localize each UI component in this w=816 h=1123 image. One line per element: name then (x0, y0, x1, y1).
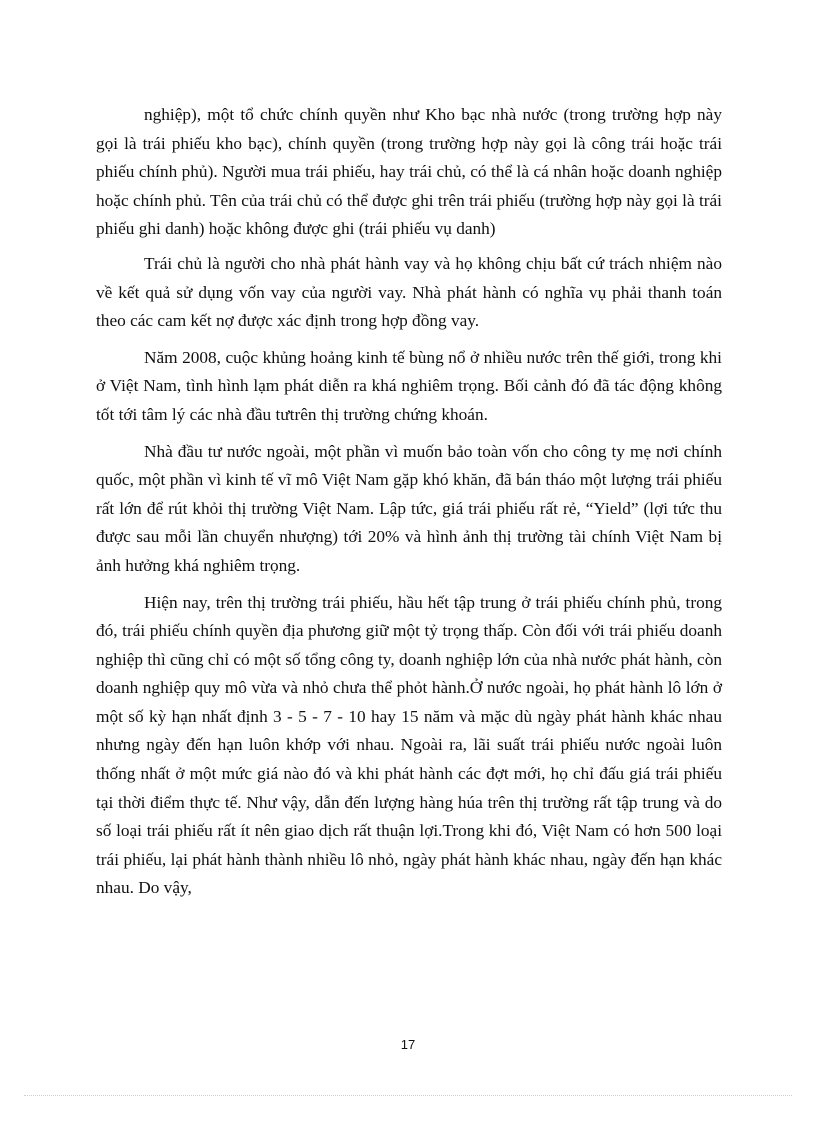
paragraph-foreign-investors: Nhà đầu tư nước ngoài, một phần vì muốn bảo toàn vốn cho công ty mẹ nơi chính quốc, một phần vì kinh tế vĩ mô Việt Nam gặp khó khăn, đã bán tháo một lượng trái phiếu rất lớn để rút khỏi thị trường Việt Nam. Lập tức, giá trái phiếu rất rẻ, “Yield” (lợi tức thu được sau mỗi lần chuyển nhượng) tới 20% và hình ảnh thị trường tài chính Việt Nam bị ảnh hưởng khá nghiêm trọng. (96, 441, 722, 575)
paragraph-bondholder-role: Trái chủ là người cho nhà phát hành vay và họ không chịu bất cứ trách nhiệm nào về kết quả sử dụng vốn vay của người vay. Nhà phát hành có nghĩa vụ phải thanh toán theo các cam kết nợ được xác định trong hợp đồng vay. (96, 253, 722, 331)
body-text (96, 101, 722, 903)
page-bottom-divider (24, 1095, 792, 1096)
paragraph-current-market: Hiện nay, trên thị trường trái phiếu, hầu hết tập trung ở trái phiếu chính phủ, trong đó, trái phiếu chính quyền địa phương giữ một tỷ trọng thấp. Còn đối với trái phiếu doanh nghiệp thì cũng chỉ có một số tổng công ty, doanh nghiệp lớn của nhà nước phát hành, còn doanh nghiệp quy mô vừa và nhỏ chưa thể phỏt hành.Ở nước ngoài, họ phát hành lô lớn ở một số kỳ hạn nhất định 3 - 5 - 7 - 10 hay 15 năm và mặc dù ngày phát hành khác nhau nhưng ngày đến hạn luôn khớp với nhau. Ngoài ra, lãi suất trái phiếu nước ngoài luôn thống nhất ở một mức giá nào đó và khi phát hành các đợt mới, họ chỉ đấu giá trái phiếu tại thời điểm thực tế. Như vậy, dẫn đến lượng hàng húa trên thị trường rất tập trung và do số loại trái phiếu rất ít nên giao dịch rất thuận lợi.Trong khi đó, Việt Nam có hơn 500 loại trái phiếu, lại phát hành thành nhiều lô nhỏ, ngày phát hành khác nhau, ngày đến hạn khác nhau. Do vậy, (96, 592, 722, 898)
paragraph-2008-crisis: Năm 2008, cuộc khủng hoảng kinh tế bùng nổ ở nhiều nước trên thế giới, trong khi ở Việt Nam, tình hình lạm phát diễn ra khá nghiêm trọng. Bối cảnh đó đã tác động không tốt tới tâm lý các nhà đầu tưtrên thị trường chứng khoán. (96, 347, 722, 424)
paragraph-bond-issuers: nghiệp), một tổ chức chính quyền như Kho bạc nhà nước (trong trường hợp này gọi là trái phiếu kho bạc), chính quyền (trong trường hợp này gọi là công trái hoặc trái phiếu chính phủ). Người mua trái phiếu, hay trái chủ, có thể là cá nhân hoặc doanh nghiệp hoặc chính phủ. Tên của trái chủ có thể được ghi trên trái phiếu (trường hợp này gọi là trái phiếu ghi danh) hoặc không được ghi (trái phiếu vụ danh) (96, 105, 722, 239)
page-number: 17 (400, 1037, 416, 1052)
